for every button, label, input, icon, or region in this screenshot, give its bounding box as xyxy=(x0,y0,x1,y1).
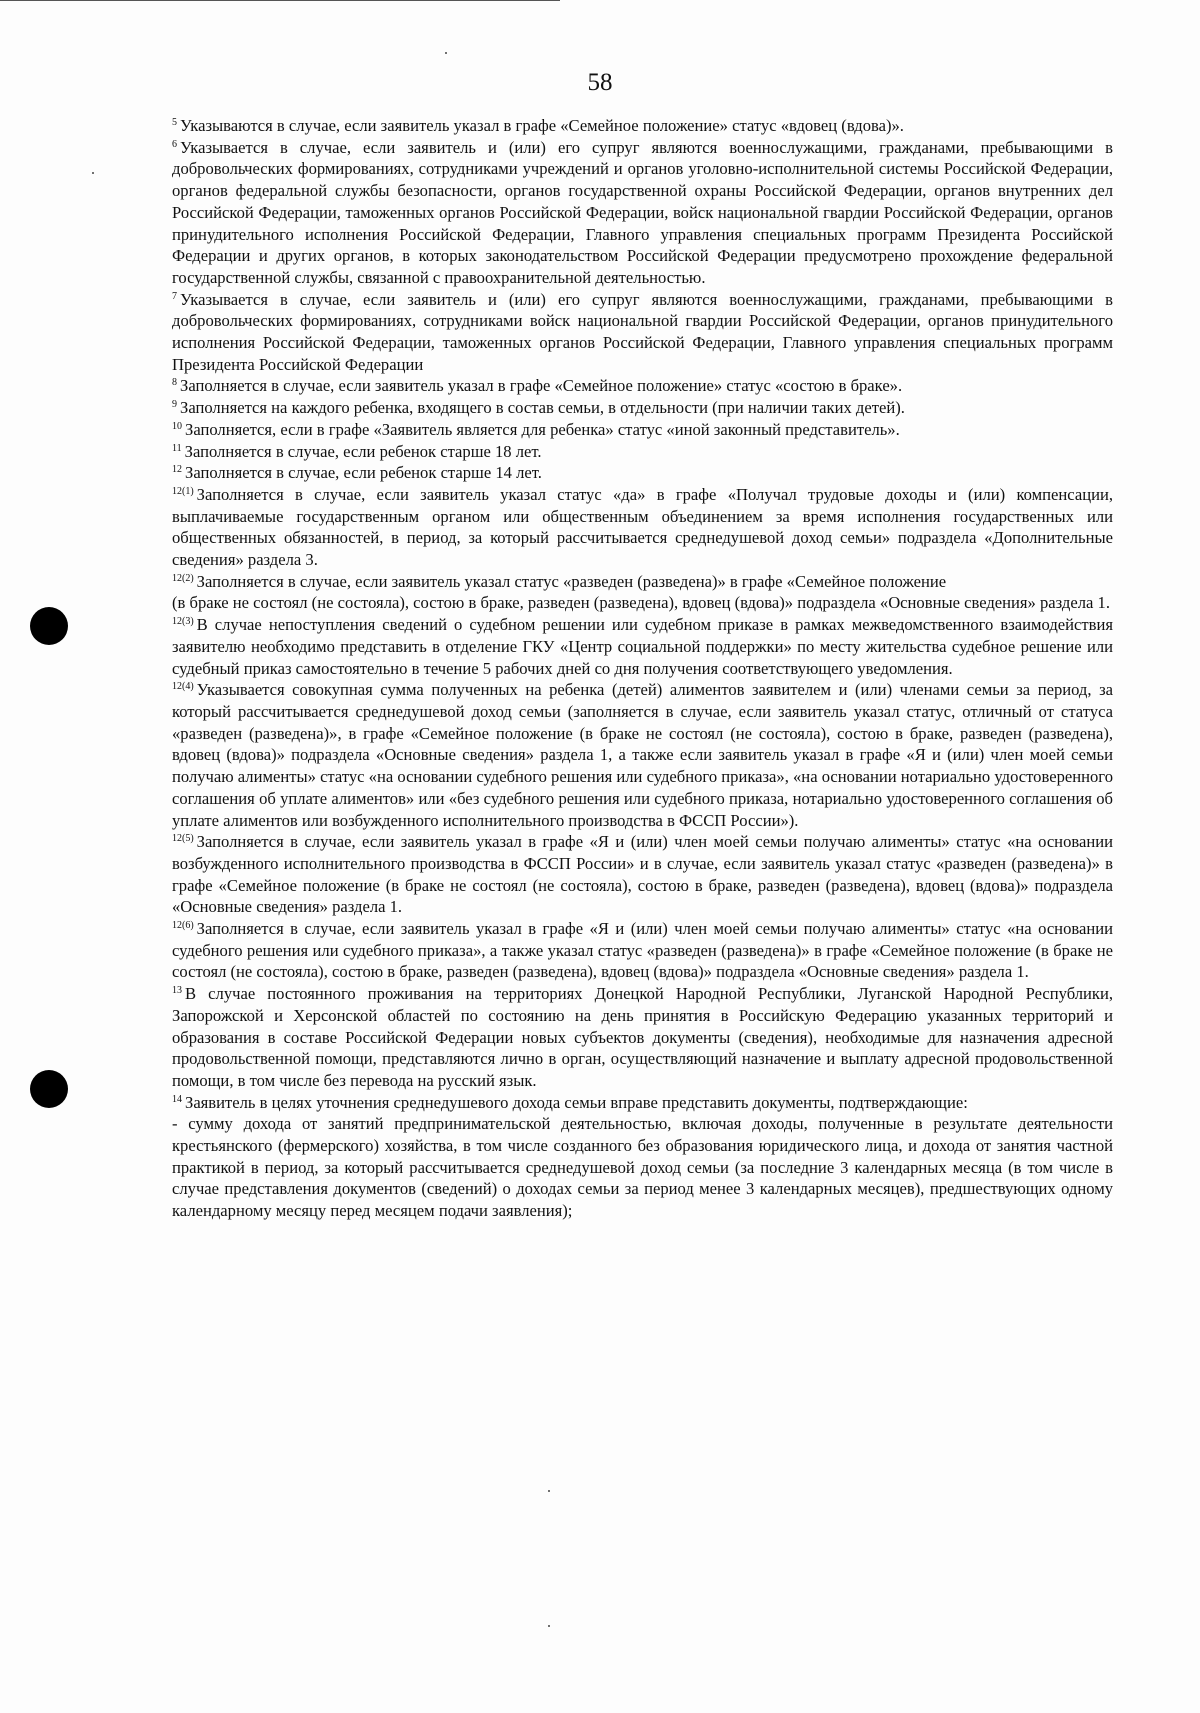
footnote-text: Заполняется, если в графе «Заявитель является для ребенка» статус «иной законный представитель». xyxy=(185,419,900,439)
scan-speck xyxy=(445,52,447,54)
footnote-mark: 11 xyxy=(172,442,182,454)
footnote xyxy=(172,831,1113,918)
scan-speck xyxy=(548,1490,550,1492)
footnote-text: Заполняется в случае, если ребенок старше 18 лет. xyxy=(184,441,542,461)
footnote xyxy=(172,679,1113,831)
footnote-text: Заполняется в случае, если заявитель указал в графе «Я и (или) член моей семьи получаю алименты» статус «на основании возбужденного исполнительного производства в ФССП России» и в случае, если заявитель указал статус «разведен (разведена)» в графе «Семейное положение (в браке не состоял (не состояла), состою в браке, разведен (разведена), вдовец (вдова)» подраздела «Основные сведения» раздела 1. xyxy=(172,832,1113,917)
scan-speck xyxy=(92,172,94,174)
footnote-mark: 12(4) xyxy=(172,681,194,693)
footnote xyxy=(172,419,1113,441)
footnote-text: Указывается совокупная сумма полученных на ребенка (детей) алиментов заявителем и (или) членами семьи за период, за который рассчитывается среднедушевой доход семьи (заполняется в случае, если заявитель указал статус, отличный от статуса «разведен (разведена)», в графе «Семейное положение (в браке не состоял (не состояла), состою в браке, разведен (разведена), вдовец (вдова)» подраздела «Основные сведения» раздела 1, а также если заявитель указал в графе «Я и (или) член моей семьи получаю алименты» статус «на основании судебного решения или судебного приказа», «на основании нотариально удостоверенного соглашения об уплате алиментов» или «без судебного решения или судебного приказа, нотариально удостоверенного соглашения об уплате алиментов или возбужденного исполнительного производства в ФССП России»). xyxy=(172,680,1113,830)
footnote-text: - сумму дохода от занятий предпринимательской деятельностью, включая доходы, полученные в результате деятельности крестьянского (фермерского) хозяйства, в том числе созданного без образования юридического лица, и дохода от занятия частной практикой в период, за который рассчитывается среднедушевой доход семьи (за последние 3 календарных месяца (в том числе в случае представления документов (сведений) о доходах семьи за период менее 3 календарных месяцев), предшествующих одному календарному месяцу перед месяцем подачи заявления); xyxy=(172,1114,1113,1221)
punch-hole xyxy=(30,1070,68,1108)
footnote xyxy=(172,1113,1113,1222)
footnote-mark: 10 xyxy=(172,420,182,432)
footnote xyxy=(172,462,1113,484)
footnote-text: Указывается в случае, если заявитель и (или) его супруг являются военнослужащими, гражданами, пребывающими в добровольческих формированиях, сотрудниками учреждений и органов уголовно-исполнительной системы Российской Федерации, органов федеральной службы безопасности, органов государственной охраны Российской Федерации, органов внутренних дел Российской Федерации, таможенных органов Российской Федерации, войск национальной гвардии Российской Федерации, органов принудительного исполнения Российской Федерации, Главного управления специальных программ Президента Российской Федерации и других органов, в которых законодательством Российской Федерации предусмотрено прохождение федеральной государственной службы, связанной с правоохранительной деятельностью. xyxy=(172,137,1113,287)
footnotes-block xyxy=(172,115,1113,1222)
page-number: 58 xyxy=(587,69,613,96)
footnote xyxy=(172,592,1113,614)
footnote-text: Заявитель в целях уточнения среднедушевого дохода семьи вправе представить документы, подтверждающие: xyxy=(185,1092,968,1112)
scan-edge-line xyxy=(0,0,560,1)
footnote-mark: 12(3) xyxy=(172,616,194,628)
footnote-text: Заполняется в случае, если заявитель указал статус «разведен (разведена)» в графе «Семейное положение xyxy=(196,571,947,591)
footnote-text: Заполняется в случае, если заявитель указал в графе «Семейное положение» статус «состою в браке». xyxy=(180,376,903,396)
footnote xyxy=(172,441,1113,463)
footnote xyxy=(172,484,1113,571)
footnote xyxy=(172,115,1113,137)
footnote-mark: 14 xyxy=(172,1093,182,1105)
footnote-mark: 6 xyxy=(172,138,177,150)
footnote xyxy=(172,614,1113,679)
footnote-text: В случае постоянного проживания на территориях Донецкой Народной Республики, Луганской Народной Республики, Запорожской и Херсонской областей по состоянию на день принятия в Российскую Федерацию указанных территорий и образования в составе Российской Федерации новых субъектов документы (сведения), необходимые для назначения адресной продовольственной помощи, представляются лично в орган, осуществляющий назначение и выплату адресной продовольственной помощи, в том числе без перевода на русский язык. xyxy=(172,984,1113,1090)
footnote-mark: 12 xyxy=(172,464,182,476)
footnote-mark: 7 xyxy=(172,290,177,302)
footnote-text: Заполняется в случае, если заявитель указал в графе «Я и (или) член моей семьи получаю алименты» статус «на основании судебного решения или судебного приказа», а также указал статус «разведен (разведена)» в графе «Семейное положение (в браке не состоял (не состояла), состою в браке, разведен (разведена), вдовец (вдова)» подраздела «Основные сведения» раздела 1. xyxy=(172,919,1113,982)
footnote-text: Заполняется в случае, если заявитель указал статус «да» в графе «Получал трудовые доходы и (или) компенсации, выплачиваемые государственным органом или общественным объединением за время исполнения государственных или общественных обязанностей, в период, за который рассчитывается среднедушевой доход семьи» подраздела «Дополнительные сведения» раздела 3. xyxy=(172,484,1113,570)
footnote-text: Указывается в случае, если заявитель и (или) его супруг являются военнослужащими, гражданами, пребывающими в добровольческих формированиях, сотрудниками войск национальной гвардии Российской Федерации, органов принудительного исполнения Российской Федерации, таможенных органов Российской Федерации, Главного управления специальных программ Президента Российской Федерации xyxy=(172,289,1113,374)
punch-hole xyxy=(30,607,68,645)
footnote xyxy=(172,571,1113,593)
footnote-text: Заполняется на каждого ребенка, входящего в состав семьи, в отдельности (при наличии таких детей). xyxy=(180,398,905,418)
footnote-text: Заполняется в случае, если ребенок старше 14 лет. xyxy=(185,463,542,483)
footnote xyxy=(172,137,1113,289)
footnote xyxy=(172,397,1113,419)
footnote-mark: 12(1) xyxy=(172,485,194,497)
footnote-mark: 8 xyxy=(172,377,177,389)
scan-speck xyxy=(548,1625,550,1627)
footnote-mark: 9 xyxy=(172,399,177,411)
footnote-text: (в браке не состоял (не состояла), состою в браке, разведен (разведена), вдовец (вдова)» подраздела «Основные сведения» раздела 1. xyxy=(172,593,1110,613)
footnote-text: В случае непоступления сведений о судебном решении или судебном приказе в рамках межведомственного взаимодействия заявителю необходимо представить в отделение ГКУ «Центр социальной поддержки» по месту жительства судебное решение или судебный приказ самостоятельно в течение 5 рабочих дней со дня получения соответствующего уведомления. xyxy=(172,615,1113,678)
footnote-mark: 12(6) xyxy=(172,920,194,932)
footnote xyxy=(172,375,1113,397)
footnote xyxy=(172,983,1113,1092)
footnote-mark: 12(5) xyxy=(172,833,194,845)
footnote-text: Указываются в случае, если заявитель указал в графе «Семейное положение» статус «вдовец (вдова)». xyxy=(180,116,904,135)
footnote-mark: 13 xyxy=(172,985,182,997)
footnote-mark: 5 xyxy=(172,117,177,128)
footnote xyxy=(172,289,1113,376)
footnote xyxy=(172,918,1113,983)
footnote xyxy=(172,1092,1113,1114)
footnote-mark: 12(2) xyxy=(172,572,194,584)
